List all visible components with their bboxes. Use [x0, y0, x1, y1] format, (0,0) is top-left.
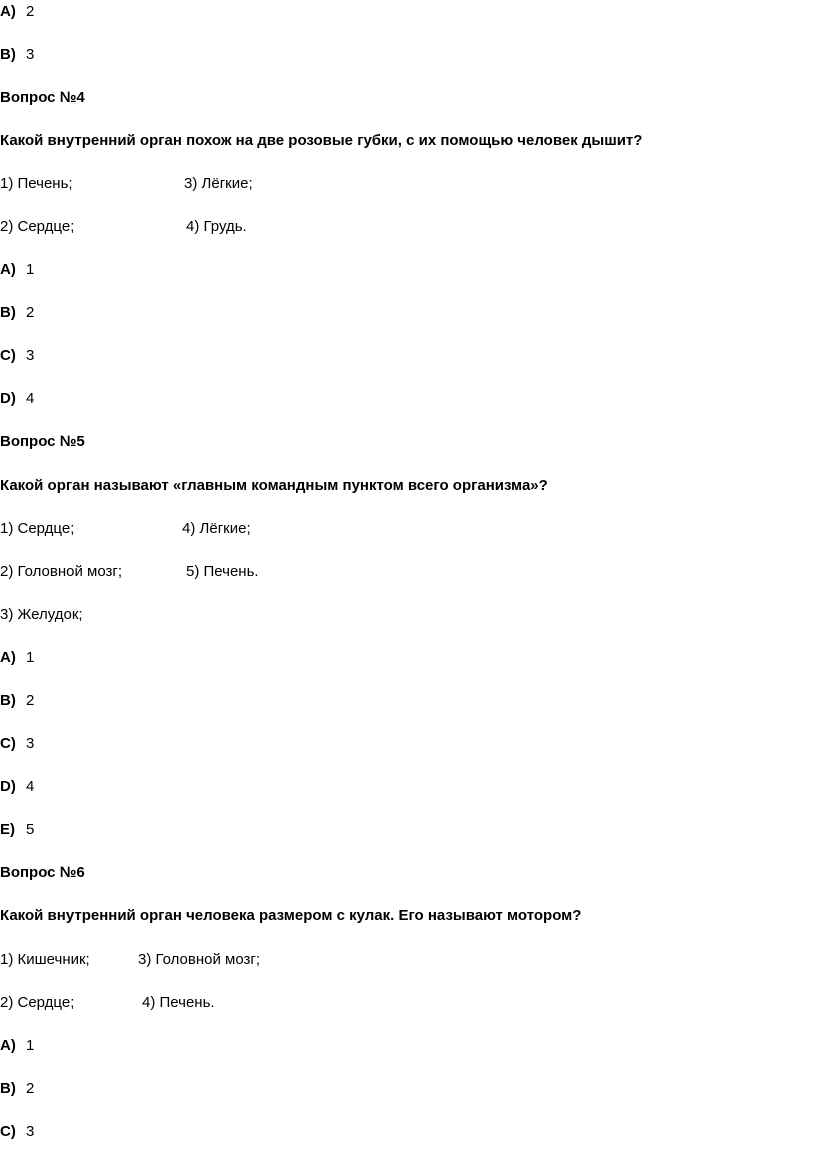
answer-label: A) [0, 3, 16, 20]
options-row [0, 174, 253, 194]
answer-value: 2 [26, 3, 35, 20]
answer-label: B) [0, 304, 16, 321]
options-row [0, 605, 83, 625]
option-text: 4) Грудь. [186, 218, 247, 235]
answer-value: 1 [26, 261, 35, 278]
answer-label: B) [0, 692, 16, 709]
answer-option[interactable] [0, 777, 34, 797]
answer-label: E) [0, 821, 15, 838]
answer-option[interactable] [0, 1079, 34, 1099]
answer-label: A) [0, 649, 16, 666]
answer-option[interactable] [0, 303, 34, 323]
answer-value: 3 [26, 347, 35, 364]
answer-value: 4 [26, 390, 35, 407]
answer-label: C) [0, 1123, 16, 1140]
answer-option[interactable] [0, 2, 34, 22]
option-text: 2) Сердце; [0, 218, 75, 235]
question-heading: Вопрос №5 [0, 433, 85, 450]
answer-option[interactable] [0, 45, 34, 65]
answer-option[interactable] [0, 648, 34, 668]
option-text: 2) Головной мозг; [0, 563, 123, 580]
answer-label: C) [0, 347, 16, 364]
answer-value: 3 [26, 1123, 35, 1140]
answer-option[interactable] [0, 1036, 34, 1056]
option-text: 4) Лёгкие; [182, 520, 251, 537]
answer-value: 2 [26, 1080, 35, 1097]
answer-value: 1 [26, 1037, 35, 1054]
option-text: 1) Кишечник; [0, 951, 90, 968]
answer-value: 3 [26, 735, 35, 752]
option-text: 3) Желудок; [0, 606, 83, 623]
answer-value: 3 [26, 46, 35, 63]
answer-label: A) [0, 1037, 16, 1054]
answer-value: 2 [26, 692, 35, 709]
option-text: 2) Сердце; [0, 994, 75, 1011]
answer-label: B) [0, 1080, 16, 1097]
options-row [0, 519, 251, 539]
question-text: Какой внутренний орган похож на две розовые губки, с их помощью человек дышит? [0, 132, 643, 149]
options-row [0, 217, 247, 237]
options-row [0, 562, 259, 582]
answer-option[interactable] [0, 691, 34, 711]
option-text: 3) Головной мозг; [138, 951, 261, 968]
options-row [0, 950, 261, 970]
options-row [0, 993, 215, 1013]
answer-option[interactable] [0, 260, 34, 280]
option-text: 5) Печень. [186, 563, 259, 580]
question-heading: Вопрос №6 [0, 864, 85, 881]
answer-value: 2 [26, 304, 35, 321]
answer-option[interactable] [0, 346, 34, 366]
answer-label: D) [0, 778, 16, 795]
option-text: 4) Печень. [142, 994, 215, 1011]
option-text: 3) Лёгкие; [184, 175, 253, 192]
answer-option[interactable] [0, 820, 34, 840]
question-heading: Вопрос №4 [0, 89, 85, 106]
question-text: Какой орган называют «главным командным пунктом всего организма»? [0, 477, 548, 494]
option-text: 1) Печень; [0, 175, 73, 192]
answer-label: D) [0, 390, 16, 407]
answer-label: A) [0, 261, 16, 278]
answer-label: C) [0, 735, 16, 752]
answer-option[interactable] [0, 734, 34, 754]
option-text: 1) Сердце; [0, 520, 75, 537]
answer-value: 5 [26, 821, 35, 838]
answer-option[interactable] [0, 389, 34, 409]
answer-label: B) [0, 46, 16, 63]
answer-option[interactable] [0, 1122, 34, 1142]
answer-value: 1 [26, 649, 35, 666]
question-text: Какой внутренний орган человека размером с кулак. Его называют мотором? [0, 907, 582, 924]
answer-value: 4 [26, 778, 35, 795]
